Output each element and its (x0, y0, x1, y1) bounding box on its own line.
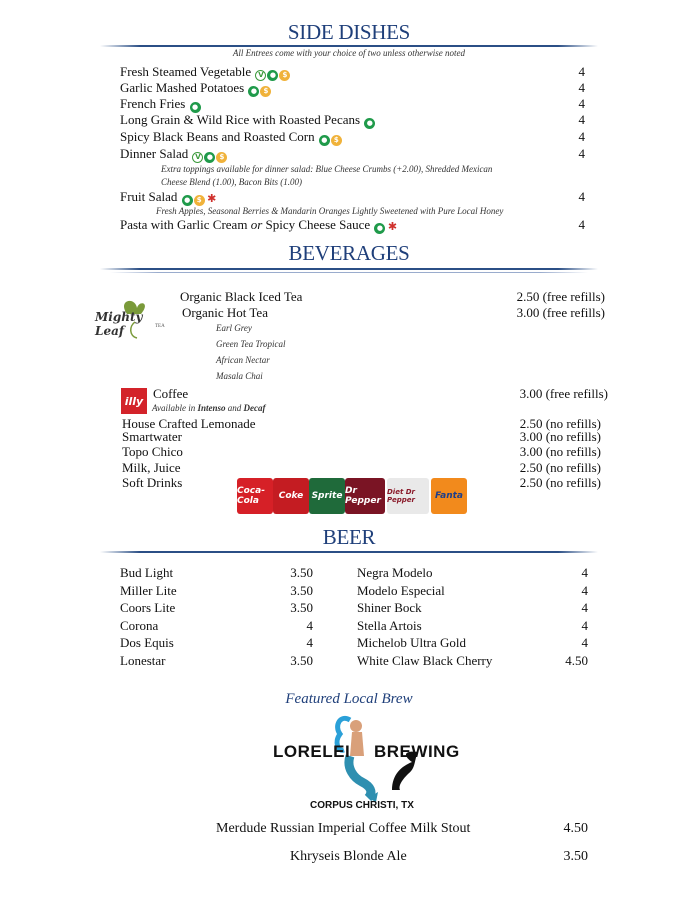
gluten-free-icon: ● (204, 152, 215, 163)
beer-price: 4 (306, 635, 313, 650)
item-price: 4 (578, 112, 585, 127)
beer-item: Corona (120, 618, 159, 633)
vegan-icon: V (255, 70, 266, 81)
item-name: Dinner Salad (120, 146, 189, 161)
side-item-pasta (120, 217, 398, 234)
beer-item: Michelob Ultra Gold (357, 635, 467, 650)
local-icon: $ (260, 86, 271, 97)
gluten-free-icon: ● (374, 223, 385, 234)
item-name: Pasta with Garlic Cream (120, 217, 251, 232)
gluten-free-icon: ● (364, 118, 375, 129)
beer-item: Shiner Bock (357, 600, 422, 615)
beer-price: 3.50 (290, 583, 313, 598)
dr-pepper-logo: Dr Pepper (345, 478, 385, 514)
bev-soft-drinks: Soft Drinks (122, 475, 183, 490)
side-item-black-beans (120, 129, 342, 146)
side-dishes-subtitle: All Entrees come with your choice of two unless otherwise noted (232, 48, 466, 58)
beer-item: Coors Lite (120, 600, 176, 615)
gluten-free-icon: ● (319, 135, 330, 146)
divider (100, 268, 598, 270)
local-icon: $ (194, 195, 205, 206)
item-price: 3.00 (free refills) (519, 386, 608, 401)
beer-price: 4 (581, 583, 588, 598)
side-item-mashed-potatoes (120, 80, 271, 97)
tea-variety: Masala Chai (216, 371, 263, 381)
item-price: 4 (578, 96, 585, 111)
bev-iced-tea: Organic Black Iced Tea (180, 289, 303, 304)
shellfish-icon: ✱ (207, 192, 217, 205)
beer-price: 4 (581, 600, 588, 615)
coffee-note-text: Available in (152, 403, 198, 413)
beverages-heading: BEVERAGES (288, 241, 410, 265)
item-price: 3.50 (563, 849, 588, 864)
beer-item: White Claw Black Cherry (357, 653, 493, 668)
fanta-logo: Fanta (431, 478, 467, 514)
lorelei-text: LORELEI (273, 742, 351, 761)
item-price: 3.00 (no refills) (519, 429, 601, 444)
tea-variety: African Nectar (216, 355, 270, 365)
local-icon: $ (331, 135, 342, 146)
gluten-free-icon: ● (190, 102, 201, 113)
tea-variety: Green Tea Tropical (216, 339, 286, 349)
item-name-or: or (250, 217, 263, 232)
beer-price: 3.50 (290, 653, 313, 668)
side-dishes-heading: SIDE DISHES (287, 20, 411, 44)
bev-hot-tea: Organic Hot Tea (182, 305, 268, 320)
vegan-icon: V (192, 152, 203, 163)
coffee-note-decaf: Decaf (243, 403, 266, 413)
bev-milk-juice: Milk, Juice (122, 460, 181, 475)
side-item-fruit-salad (120, 189, 218, 206)
beer-item: Miller Lite (120, 583, 177, 598)
divider (100, 45, 598, 47)
side-item-dinner-salad (120, 146, 227, 163)
beer-item: Modelo Especial (357, 583, 445, 598)
item-price: 2.50 (free refills) (516, 289, 605, 304)
mighty-leaf-sub: TEA (155, 324, 165, 329)
diet-dr-pepper-logo: Diet Dr Pepper (387, 478, 429, 514)
beer-item: Lonestar (120, 653, 166, 668)
coca-cola-logo: Coca-Cola (237, 478, 273, 514)
item-name: Garlic Mashed Potatoes (120, 80, 245, 95)
item-price: 4 (578, 217, 585, 232)
coffee-note-intenso: Intenso (197, 403, 226, 413)
beer-heading: BEER (322, 525, 376, 549)
item-name: Spicy Cheese Sauce (262, 217, 371, 232)
beer-price: 3.50 (290, 565, 313, 580)
beer-item: Bud Light (120, 565, 174, 580)
dinner-salad-note: Cheese Blend (1.00), Bacon Bits (1.00) (161, 177, 302, 187)
mighty-leaf-text: Mighty Leaf (95, 310, 143, 338)
illy-logo: illy (121, 388, 147, 414)
bev-smartwater: Smartwater (122, 429, 182, 444)
side-item-steamed-vegetable (120, 64, 290, 81)
item-price: 2.50 (no refills) (519, 416, 601, 431)
beer-item: Stella Artois (357, 618, 422, 633)
item-price: 4 (578, 146, 585, 161)
dinner-salad-note: Extra toppings available for dinner salad: Blue Cheese Crumbs (+2.00), Shredded Mexican (161, 164, 493, 174)
divider-shadow (110, 272, 588, 273)
beer-price: 3.50 (290, 600, 313, 615)
item-price: 4 (578, 129, 585, 144)
bev-lemonade: House Crafted Lemonade (122, 416, 256, 431)
tea-variety: Earl Grey (216, 323, 252, 333)
beer-item: Dos Equis (120, 635, 174, 650)
item-price: 3.00 (free refills) (516, 305, 605, 320)
featured-local-brew-heading: Featured Local Brew (285, 691, 413, 707)
mighty-leaf-logo (95, 296, 175, 340)
beer-price: 4.50 (565, 653, 588, 668)
side-item-rice (120, 112, 375, 129)
coffee-note-text: and (225, 403, 244, 413)
beer-price: 4 (581, 565, 588, 580)
item-name: French Fries (120, 96, 186, 111)
coke-logo: Coke (273, 478, 309, 514)
beer-price: 4 (306, 618, 313, 633)
item-price: 4 (578, 80, 585, 95)
local-icon: $ (279, 70, 290, 81)
divider (100, 551, 598, 553)
local-brew-stout: Merdude Russian Imperial Coffee Milk Stout (216, 821, 471, 836)
bev-topo-chico: Topo Chico (122, 444, 183, 459)
sprite-logo: Sprite (309, 478, 345, 514)
shellfish-icon: ✱ (387, 220, 398, 233)
item-price: 4.50 (563, 821, 588, 836)
lorelei-brewing-logo (270, 712, 460, 816)
gluten-free-icon: ● (248, 86, 259, 97)
item-name: Spicy Black Beans and Roasted Corn (120, 129, 315, 144)
beer-price: 4 (581, 635, 588, 650)
beer-item: Negra Modelo (357, 565, 433, 580)
local-icon: $ (216, 152, 227, 163)
item-name: Long Grain & Wild Rice with Roasted Pecans (120, 112, 361, 127)
beer-price: 4 (581, 618, 588, 633)
item-price: 3.00 (no refills) (519, 444, 601, 459)
gluten-free-icon: ● (182, 195, 193, 206)
item-price: 4 (578, 64, 585, 79)
fruit-salad-note: Fresh Apples, Seasonal Berries & Mandarin Oranges Lightly Sweetened with Pure Local Honey (156, 206, 504, 216)
bev-coffee: Coffee (153, 386, 189, 401)
gluten-free-icon: ● (267, 70, 278, 81)
brewery-location: CORPUS CHRISTI, TX (310, 800, 414, 811)
side-item-french-fries (120, 96, 201, 113)
item-price: 2.50 (no refills) (519, 475, 601, 490)
item-name: Fruit Salad (120, 189, 178, 204)
item-price: 2.50 (no refills) (519, 460, 601, 475)
item-price: 4 (578, 189, 585, 204)
local-brew-blonde: Khryseis Blonde Ale (290, 849, 407, 864)
item-name: Fresh Steamed Vegetable (120, 64, 252, 79)
brewing-text: BREWING (374, 742, 460, 761)
coffee-note (152, 403, 266, 413)
